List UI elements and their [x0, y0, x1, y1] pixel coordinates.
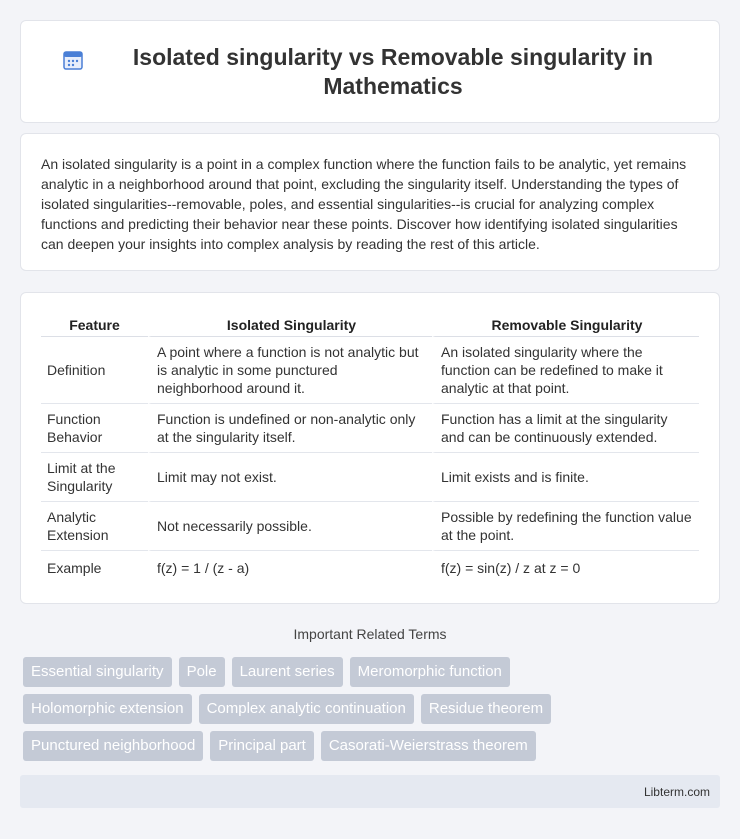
table-cell-removable: Possible by redefining the function value at the point.	[432, 502, 699, 551]
intro-paragraph: An isolated singularity is a point in a complex function where the function fails to be analytic, yet remains analytic in a neighborhood around that point, excluding the singularity itself. Understanding the types of isolated singularities--removable, poles, and essential singularities--is crucial for analyzing complex functions and predicting their behavior near these points. Discover how identifying isolated singularities can deepen your insights into complex analysis by reading the rest of this article.	[41, 156, 687, 252]
calendar-icon	[61, 48, 85, 72]
page-title: Isolated singularity vs Removable singularity in Mathematics	[132, 43, 654, 99]
tag-principal-part[interactable]: Principal part	[210, 731, 314, 761]
table-cell-isolated: A point where a function is not analytic but is analytic in some punctured neighborhood around it.	[148, 337, 432, 404]
tag-essential-singularity[interactable]: Essential singularity	[23, 657, 172, 687]
tag-holomorphic-extension[interactable]: Holomorphic extension	[23, 694, 192, 724]
table-cell-isolated: Not necessarily possible.	[148, 502, 432, 551]
comparison-card	[20, 292, 720, 604]
tag-pole[interactable]: Pole	[179, 657, 225, 687]
footer	[20, 775, 720, 808]
table-cell-feature: Example	[47, 560, 102, 576]
tag-row	[23, 694, 723, 724]
footer-site-link[interactable]: Libterm.com	[643, 784, 710, 799]
table-header-row	[41, 313, 699, 337]
tag-row	[23, 657, 723, 687]
header-removable: Removable Singularity	[432, 313, 699, 337]
table-cell-feature: Limit at the Singularity	[41, 453, 148, 502]
tag-meromorphic-function[interactable]: Meromorphic function	[350, 657, 510, 687]
table-row	[41, 453, 699, 502]
table-cell-isolated: f(z) = 1 / (z - a)	[148, 551, 432, 585]
table-cell-removable: f(z) = sin(z) / z at z = 0	[432, 551, 699, 585]
tag-laurent-series[interactable]: Laurent series	[232, 657, 343, 687]
title-card	[20, 20, 720, 123]
header-isolated: Isolated Singularity	[148, 313, 432, 337]
table-row	[41, 502, 699, 551]
header-feature: Feature	[41, 313, 148, 337]
table-cell-removable: Limit exists and is finite.	[432, 453, 699, 502]
table-cell-feature: Function Behavior	[41, 404, 148, 453]
table-row	[41, 404, 699, 453]
related-terms-list	[23, 657, 723, 768]
table-cell-removable: Function has a limit at the singularity and can be continuously extended.	[432, 404, 699, 453]
comparison-table	[41, 313, 699, 585]
tag-row	[23, 731, 723, 761]
table-row	[41, 337, 699, 404]
intro-card	[20, 133, 720, 271]
tag-casorati-weierstrass-theorem[interactable]: Casorati-Weierstrass theorem	[321, 731, 536, 761]
table-cell-feature: Definition	[41, 337, 148, 404]
tag-residue-theorem[interactable]: Residue theorem	[421, 694, 551, 724]
table-cell-isolated: Limit may not exist.	[148, 453, 432, 502]
table-cell-feature: Analytic Extension	[41, 502, 148, 551]
tag-punctured-neighborhood[interactable]: Punctured neighborhood	[23, 731, 203, 761]
related-terms-title: Important Related Terms	[293, 626, 447, 642]
tag-complex-analytic-continuation[interactable]: Complex analytic continuation	[199, 694, 414, 724]
table-cell-removable: An isolated singularity where the function can be redefined to make it analytic at that point.	[432, 337, 699, 404]
table-row	[41, 551, 699, 585]
table-cell-isolated: Function is undefined or non-analytic only at the singularity itself.	[148, 404, 432, 453]
